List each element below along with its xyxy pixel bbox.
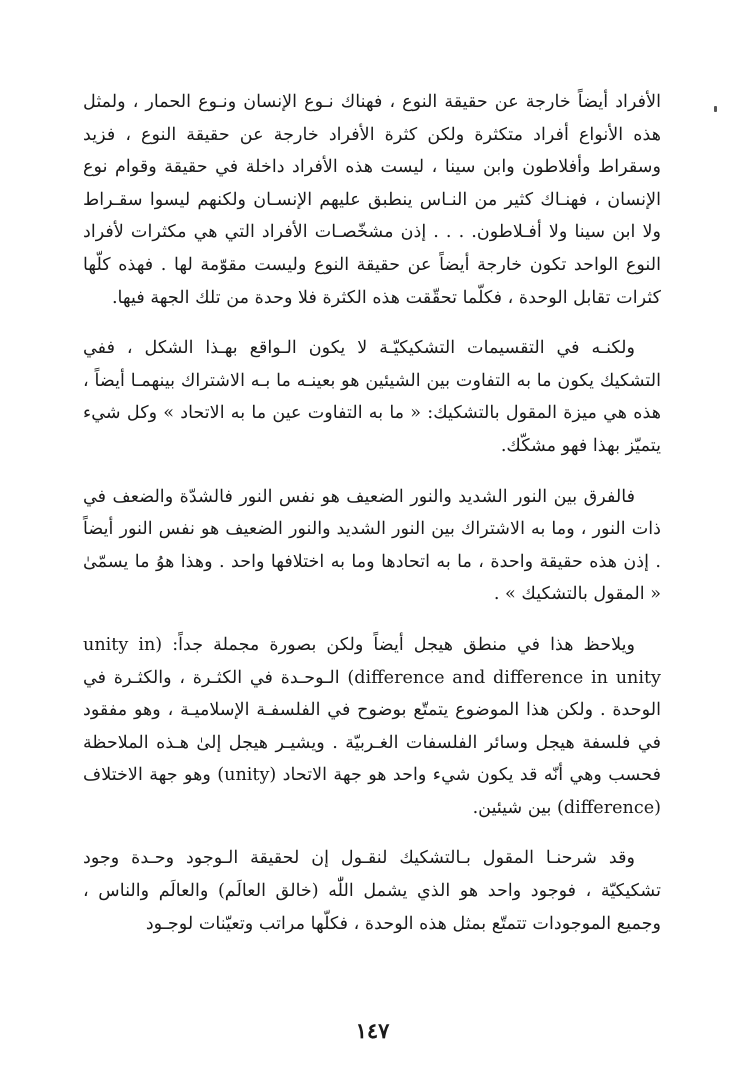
paragraph-3: فالفرق بين النور الشديد والنور الضعيف هو نفس النور فالشدّة والضعف في ذات النور ، وما به الاشتراك بين النور الشديد والنور الضعيف هو نفس النور أيضاً . إذن هذه حقيقة واحدة ، ما به اتحادها وما به اختلافها واحد . وهذا هوُ ما يسمّىٰ « المقول بالتشكيك » . — [83, 486, 661, 605]
body-text — [83, 86, 661, 940]
margin-mark — [714, 106, 717, 112]
paragraph-5: وقد شرحنـا المقول بـالتشكيك لنقـول إن لحقيقة الـوجود وحـدة وجود تشكيكيّة ، فوجود واحد هو الذي يشمل اللّٰه (خالق العالَم) والعالَم والناس ، وجميع الموجودات تتمتّع بمثل هذه الوحدة ، فكلّها مراتب وتعيّنات لوجـود — [83, 848, 661, 934]
paragraph-4: ويلاحظ هذا في منطق هيجل أيضاً ولكن بصورة مجملة جداً: (unity in difference and difference in unity) الـوحـدة في الكثـرة ، والكثـرة في الوحدة . ولكن هذا الموضوع يتمتّع بوضوح في الفلسفـة الإسلاميـة ، وهو مفقود في فلسفة هيجل وسائر الفلسفات الغـربيّة . ويشيـر هيجل إلىٰ هـذه الملاحظة فحسب وهي أنّه قد يكون شيء واحد هو جهة الاتحاد (unity) وهو جهة الاختلاف (difference) بين شيئين. — [83, 634, 662, 818]
paragraph-2: ولكنـه في التقسيمات التشكيكيّـة لا يكون الـواقع بهـذا الشكل ، ففي التشكيك يكون ما به التفاوت بين الشيئين هو بعينـه ما بـه الاشتراك بينهمـا أيضاً ، هذه هي ميزة المقول بالتشكيك: « ما به التفاوت عين ما به الاتحاد » وكل شيء يتميّز بهذا فهو مشكّك. — [83, 338, 661, 456]
paragraph-1: الأفراد أيضاً خارجة عن حقيقة النوع ، فهناك نـوع الإنسان ونـوع الحمار ، ولمثل هذه الأنواع أفراد متكثرة ولكن كثرة الأفراد خارجة عن حقيقة النوع ، فزيد وسقراط وأفلاطون وابن سينا ، ليست هذه الأفراد داخلة في حقيقة وقوام نوع الإنسان ، فهنـاك كثير من النـاس ينطبق عليهم الإنسـان ولكنهم ليسوا سقـراط ولا ابن سينا ولا أفـلاطون. . . . إذن مشخّصـات الأفراد التي هي مكثرات لأفراد النوع الواحد تكون خارجة أيضاً عن حقيقة النوع وليست مقوّمة لها . فهذه كلّها كثرات تقابل الوحدة ، فكلّما تحقّقت هذه الكثرة فلا وحدة من تلك الجهة فيها. — [83, 92, 661, 308]
page-number: ١٤٧ — [355, 1018, 390, 1043]
